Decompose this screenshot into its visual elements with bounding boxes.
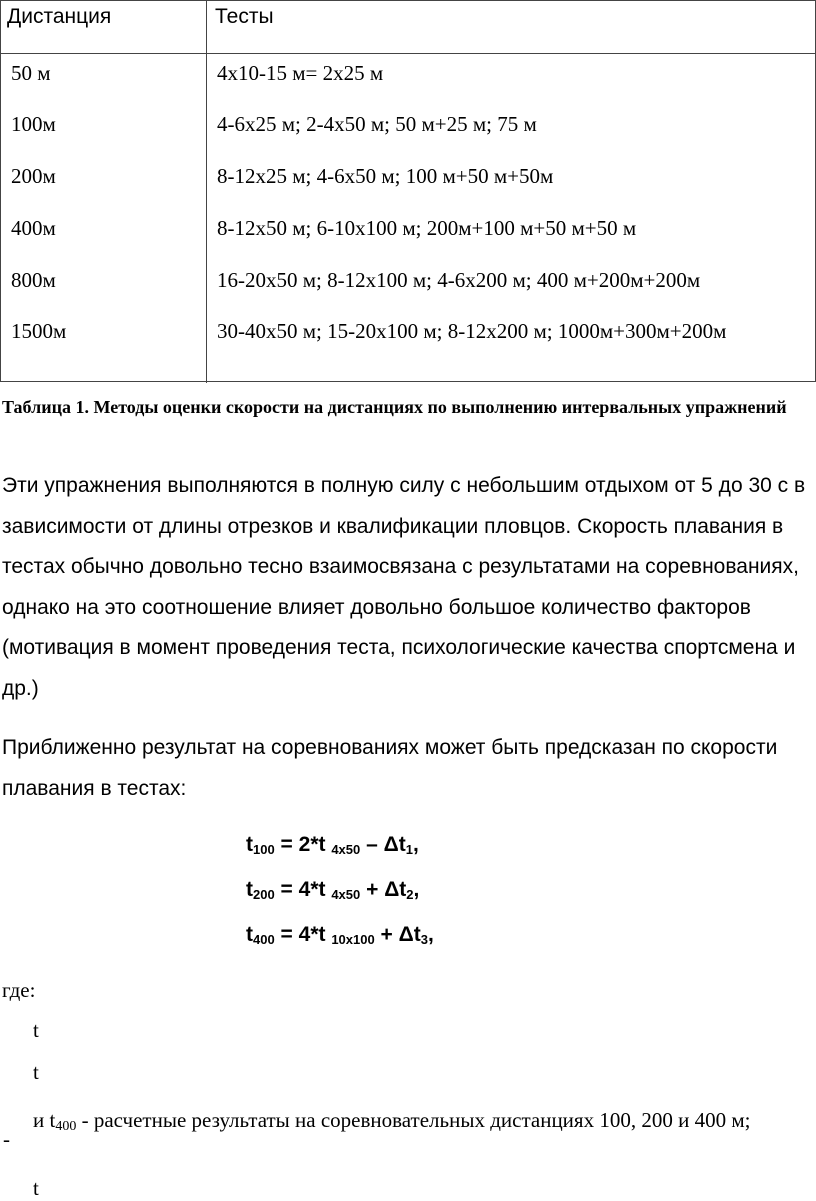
row-distance: 100м	[11, 112, 56, 136]
where-label: где:	[2, 978, 36, 1002]
row-tests: 30-40х50 м; 15-20х100 м; 8-12х200 м; 1000м+300м+200м	[217, 319, 727, 343]
row-distance: 800м	[11, 268, 56, 292]
header-divider	[1, 53, 816, 54]
row-distance: 200м	[11, 164, 56, 188]
header-tests: Тесты	[215, 5, 274, 28]
definition-text: и $t_{400}$ - расчетные результаты на соревновательных дистанциях 100, 200 и 400 м;	[33, 1108, 751, 1134]
formula-t400: $t_{400} = 4*t$ $_{10х100} + \Delta t_3$,	[246, 923, 434, 947]
row-tests: 8-12х50 м; 6-10х100 м; 200м+100 м+50 м+50 м	[217, 216, 637, 240]
variable-t: t	[33, 1018, 39, 1042]
test-table	[0, 0, 816, 382]
table-caption: Таблица 1. Методы оценки скорости на дистанциях по выполнению интервальных упражнений	[2, 397, 787, 417]
column-divider	[206, 1, 207, 383]
row-tests: 4-6х25 м; 2-4х50 м; 50 м+25 м; 75 м	[217, 112, 537, 136]
row-tests: 4х10-15 м= 2х25 м	[217, 61, 384, 85]
formula-t100: $t_{100} = 2*t$ $_{4х50} - \Delta t_1$,	[246, 833, 419, 857]
paragraph-prediction: Приближенно результат на соревнованиях может быть предсказан по скорости плавания в тестах:	[2, 736, 778, 800]
formula-t200: $t_{200} = 4*t$ $_{4х50} + \Delta t_2$,	[246, 878, 420, 902]
row-distance: 400м	[11, 216, 56, 240]
row-distance: 1500м	[11, 319, 67, 343]
row-tests: 8-12х25 м; 4-6х50 м; 100 м+50 м+50м	[217, 164, 554, 188]
row-tests: 16-20х50 м; 8-12х100 м; 4-6х200 м; 400 м+200м+200м	[217, 268, 701, 292]
row-distance: 50 м	[11, 61, 51, 85]
variable-t: t	[33, 1060, 39, 1084]
header-distance: Дистанция	[7, 5, 112, 28]
variable-t-cutoff: t	[33, 1176, 39, 1200]
paragraph-exercises: Эти упражнения выполняются в полную силу с небольшим отдыхом от 5 до 30 с в зависимости от длины отрезков и квалификации пловцов. Скорость плавания в тестах обычно довольно тесно взаимосвязана с результатами на соревнованиях, однако на это соотношение влияет довольно большое количество факторов (мотивация в момент проведения теста, психологические качества спортсмена и др.)	[2, 474, 806, 700]
list-dash: -	[3, 1127, 10, 1151]
